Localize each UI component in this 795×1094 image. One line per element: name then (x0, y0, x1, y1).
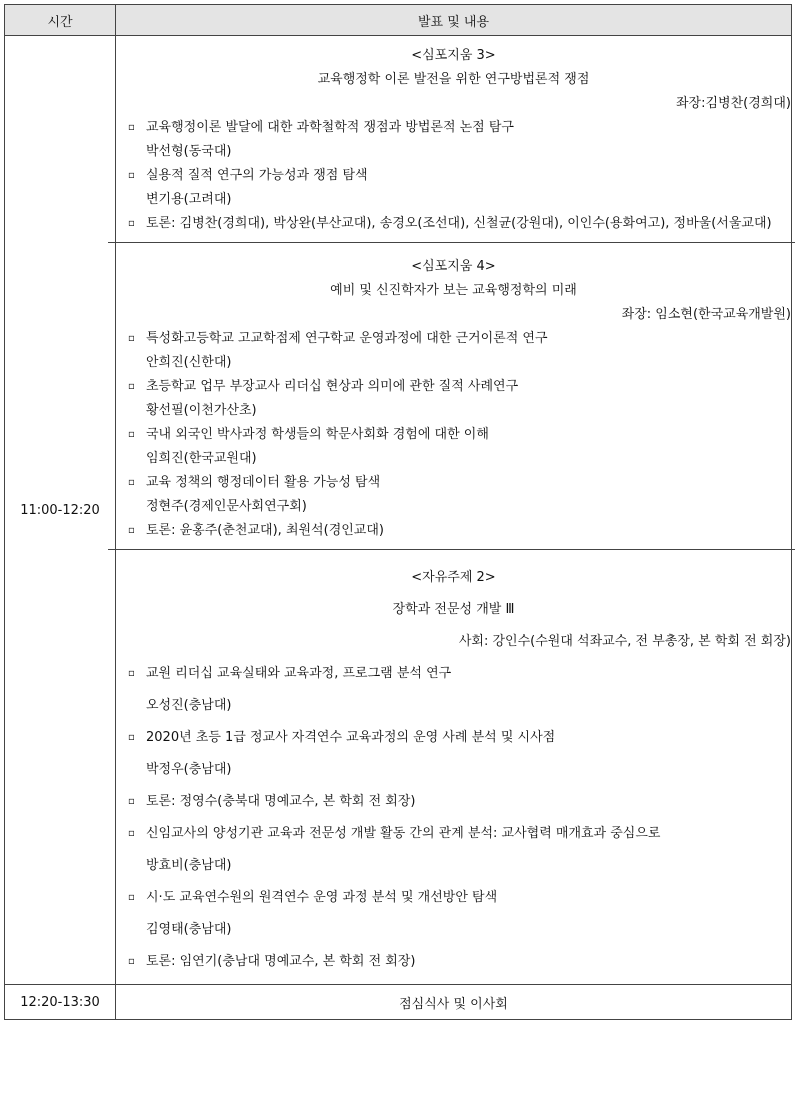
item-presenter: 정현주(경제인문사회연구회) (146, 499, 307, 514)
square-bullet-icon: ▫ (128, 732, 135, 743)
item-title: 교육행정이론 발달에 대한 과학철학적 쟁점과 방법론적 논점 탐구 (146, 120, 514, 135)
list-item (116, 946, 791, 978)
session-chair: 좌장:김병찬(경희대) (676, 96, 791, 111)
square-bullet-icon: ▫ (128, 796, 135, 807)
item-presenter: 오성진(충남대) (146, 698, 232, 713)
session-label: <심포지움 4> (411, 259, 496, 274)
item-presenter: 황선필(이천가산초) (146, 403, 257, 418)
item-presenter: 변기용(고려대) (146, 192, 232, 207)
item-title: 국내 외국인 박사과정 학생들의 학문사회화 경험에 대한 이해 (146, 427, 489, 442)
item-presenter: 박선형(동국대) (146, 144, 232, 159)
session-row (5, 36, 792, 985)
item-title: 시·도 교육연수원의 원격연수 운영 과정 분석 및 개선방안 탐색 (146, 890, 498, 905)
free-topic-2 (108, 549, 795, 984)
list-item (116, 116, 791, 164)
item-presenter: 박정우(충남대) (146, 762, 232, 777)
list-item (116, 658, 791, 722)
list-item (116, 786, 791, 818)
session-label: <자유주제 2> (411, 570, 496, 585)
list-item (116, 327, 791, 375)
list-item (116, 423, 791, 471)
item-presenter: 안희진(신한대) (146, 355, 232, 370)
session-title: 장학과 전문성 개발 Ⅲ (392, 602, 515, 617)
item-title: 토론: 윤홍주(춘천교대), 최원석(경인교대) (146, 523, 384, 538)
square-bullet-icon: ▫ (128, 892, 135, 903)
list-item (116, 722, 791, 786)
square-bullet-icon: ▫ (128, 429, 135, 440)
list-item (116, 375, 791, 423)
square-bullet-icon: ▫ (128, 828, 135, 839)
square-bullet-icon: ▫ (128, 170, 135, 181)
session-label: <심포지움 3> (411, 48, 496, 63)
list-item (116, 471, 791, 519)
session-title: 교육행정학 이론 발전을 위한 연구방법론적 쟁점 (317, 72, 590, 87)
symposium-4 (108, 242, 795, 549)
item-title: 토론: 김병찬(경희대), 박상완(부산교대), 송경오(조선대), 신철균(강원대), 이인수(용화여고), 정바울(서울교대) (146, 216, 772, 231)
item-title: 교육 정책의 행정데이터 활용 가능성 탐색 (146, 475, 381, 490)
square-bullet-icon: ▫ (128, 477, 135, 488)
lunch-row (5, 985, 792, 1020)
square-bullet-icon: ▫ (128, 333, 135, 344)
item-title: 특성화고등학교 고교학점제 연구학교 운영과정에 대한 근거이론적 연구 (146, 331, 548, 346)
item-title: 신임교사의 양성기관 교육과 전문성 개발 활동 간의 관계 분석: 교사협력 매개효과 중심으로 (146, 826, 661, 841)
square-bullet-icon: ▫ (128, 668, 135, 679)
session-chair: 사회: 강인수(수원대 석좌교수, 전 부총장, 본 학회 전 회장) (458, 634, 791, 649)
list-item (116, 882, 791, 946)
square-bullet-icon: ▫ (128, 218, 135, 229)
item-title: 교원 리더십 교육실태와 교육과정, 프로그램 분석 연구 (146, 666, 452, 681)
list-item (116, 212, 791, 236)
list-item (116, 818, 791, 882)
session-title: 예비 및 신진학자가 보는 교육행정학의 미래 (330, 283, 577, 298)
square-bullet-icon: ▫ (128, 122, 135, 133)
header-content: 발표 및 내용 (116, 5, 792, 36)
item-title: 초등학교 업무 부장교사 리더십 현상과 의미에 관한 질적 사례연구 (146, 379, 519, 394)
item-presenter: 방효비(충남대) (146, 858, 232, 873)
list-item (116, 164, 791, 212)
item-title: 실용적 질적 연구의 가능성과 쟁점 탐색 (146, 168, 368, 183)
symposium-3 (116, 36, 791, 242)
item-presenter: 김영태(충남대) (146, 922, 232, 937)
item-title: 토론: 정영수(충북대 명예교수, 본 학회 전 회장) (146, 794, 416, 809)
item-title: 토론: 임연기(충남대 명예교수, 본 학회 전 회장) (146, 954, 416, 969)
session-content (116, 36, 792, 985)
square-bullet-icon: ▫ (128, 381, 135, 392)
header-row (5, 5, 792, 36)
schedule-table (4, 4, 792, 1020)
session-time: 11:00-12:20 (5, 36, 116, 985)
list-item (116, 519, 791, 543)
header-time: 시간 (5, 5, 116, 36)
lunch-content: 점심식사 및 이사회 (116, 985, 792, 1020)
square-bullet-icon: ▫ (128, 525, 135, 536)
square-bullet-icon: ▫ (128, 956, 135, 967)
item-presenter: 임희진(한국교원대) (146, 451, 257, 466)
lunch-time: 12:20-13:30 (5, 985, 116, 1020)
item-title: 2020년 초등 1급 정교사 자격연수 교육과정의 운영 사례 분석 및 시사점 (146, 730, 556, 745)
session-chair: 좌장: 임소현(한국교육개발원) (621, 307, 791, 322)
